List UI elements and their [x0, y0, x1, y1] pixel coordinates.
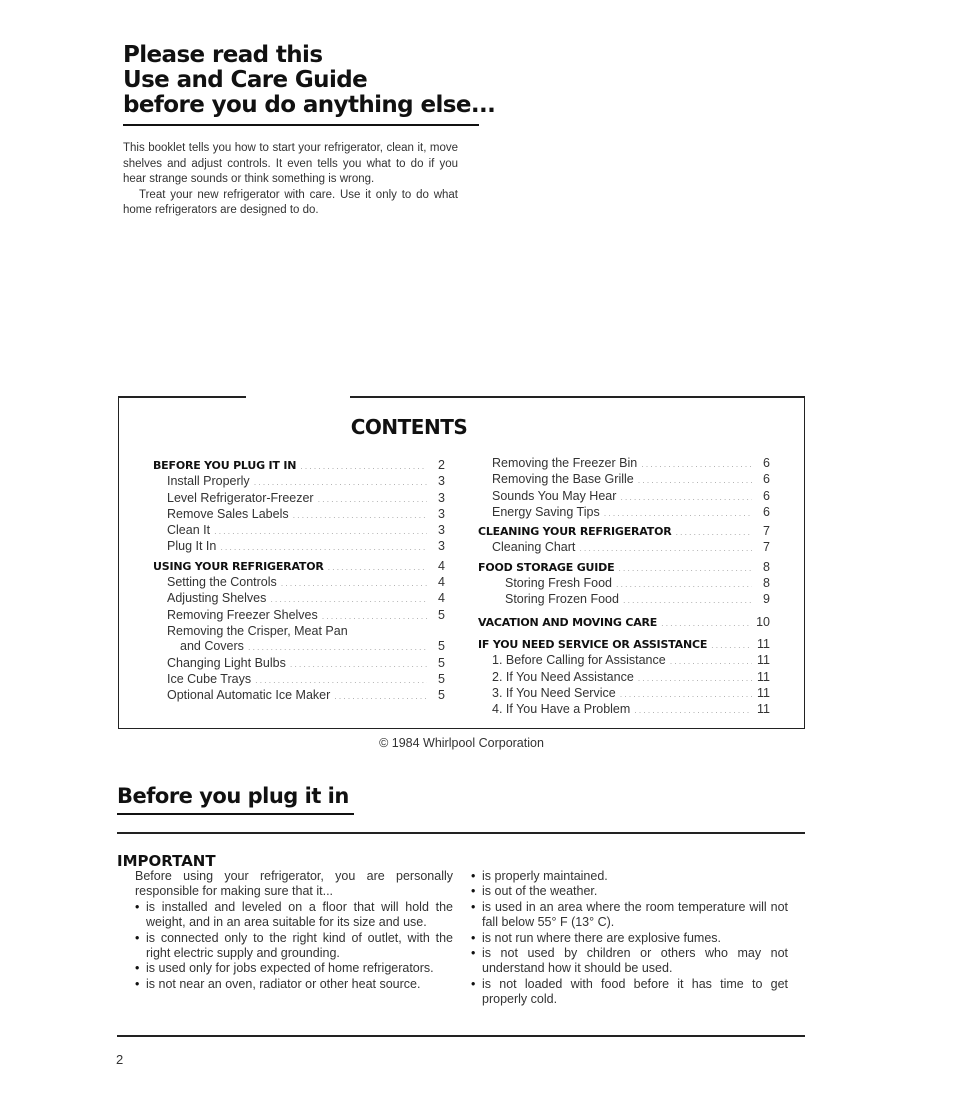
toc-entry[interactable]: Install Properly ..... 3 [153, 474, 445, 490]
contents-box-top-border [350, 396, 805, 398]
toc-entry[interactable]: Removing the Crisper, Meat Pan [167, 623, 348, 638]
toc-entry[interactable]: and Covers ..... 5 [153, 639, 445, 655]
toc-entry[interactable]: Ice Cube Trays ..... 5 [153, 672, 445, 688]
intro-paragraph: Treat your new refrigerator with care. Use it only to do what home refrigerators are designed to do. [123, 188, 458, 216]
toc-entry[interactable]: Sounds You May Hear ..... 6 [478, 489, 770, 505]
toc-left-column [153, 458, 445, 704]
list-item: • is not used by children or others who may not understand how it should be used. [471, 946, 788, 977]
toc-entry[interactable]: 2. If You Need Assistance ..... 11 [478, 670, 770, 686]
toc-entry[interactable]: IF YOU NEED SERVICE OR ASSISTANCE ..... 11 [478, 637, 770, 653]
toc-entry[interactable]: 1. Before Calling for Assistance ..... 11 [478, 653, 770, 669]
toc-entry[interactable]: 3. If You Need Service ..... 11 [478, 686, 770, 702]
page-number: 2 [116, 1052, 124, 1067]
important-right-column [471, 869, 788, 1008]
toc-entry[interactable]: Storing Fresh Food ..... 8 [478, 576, 770, 592]
copyright-notice: © 1984 Whirlpool Corporation [379, 736, 544, 750]
bottom-divider [117, 1035, 805, 1037]
toc-entry[interactable]: Adjusting Shelves ..... 4 [153, 591, 445, 607]
title-line: before you do anything else... [123, 92, 496, 118]
toc-entry[interactable]: Optional Automatic Ice Maker ..... 5 [153, 688, 445, 704]
toc-entry[interactable]: Removing the Freezer Bin ..... 6 [478, 456, 770, 472]
toc-entry[interactable]: BEFORE YOU PLUG IT IN ..... 2 [153, 458, 445, 474]
toc-entry[interactable]: Remove Sales Labels ..... 3 [153, 507, 445, 523]
list-item: • is not loaded with food before it has time to get properly cold. [471, 977, 788, 1008]
list-item: • is used in an area where the room temperature will not fall below 55° F (13° C). [471, 900, 788, 931]
title-line: Use and Care Guide [123, 67, 368, 93]
list-item: • is properly maintained. [471, 869, 788, 884]
toc-entry[interactable]: Energy Saving Tips ..... 6 [478, 505, 770, 521]
toc-entry[interactable]: Removing the Base Grille ..... 6 [478, 472, 770, 488]
list-item: • is not near an oven, radiator or other heat source. [135, 977, 453, 992]
section-title: Before you plug it in [117, 784, 349, 808]
important-intro: Before using your refrigerator, you are personally responsible for making sure that it... [135, 869, 453, 899]
toc-entry[interactable]: Setting the Controls ..... 4 [153, 575, 445, 591]
toc-entry[interactable]: FOOD STORAGE GUIDE ..... 8 [478, 560, 770, 576]
contents-box-top-border [118, 396, 246, 398]
toc-entry[interactable]: 4. If You Have a Problem ..... 11 [478, 702, 770, 718]
important-heading: IMPORTANT [117, 852, 216, 870]
contents-heading: CONTENTS [350, 415, 468, 439]
toc-entry[interactable]: VACATION AND MOVING CARE ..... 10 [478, 615, 770, 631]
responsibility-list [471, 869, 788, 1008]
intro-text [123, 141, 458, 219]
toc-entry[interactable]: Changing Light Bulbs ..... 5 [153, 656, 445, 672]
section-divider [117, 832, 805, 834]
list-item: • is connected only to the right kind of outlet, with the right electric supply and grounding. [135, 931, 453, 962]
title-line: Please read this [123, 42, 323, 68]
toc-entry[interactable]: Removing Freezer Shelves ..... 5 [153, 608, 445, 624]
important-left-column [135, 869, 453, 992]
toc-entry[interactable]: CLEANING YOUR REFRIGERATOR ..... 7 [478, 524, 770, 540]
toc-entry[interactable]: Cleaning Chart ..... 7 [478, 540, 770, 556]
title-underline [123, 124, 479, 126]
toc-entry[interactable]: Storing Frozen Food ..... 9 [478, 592, 770, 608]
toc-right-column [478, 456, 770, 718]
list-item: • is installed and leveled on a floor that will hold the weight, and in an area suitable for its size and use. [135, 900, 453, 931]
list-item: • is used only for jobs expected of home refrigerators. [135, 961, 453, 976]
list-item: • is out of the weather. [471, 884, 788, 899]
responsibility-list [135, 900, 453, 992]
section-title-underline [117, 813, 354, 815]
toc-entry[interactable]: Plug It In ..... 3 [153, 539, 445, 555]
toc-entry[interactable]: Level Refrigerator-Freezer ..... 3 [153, 491, 445, 507]
page-title [123, 43, 503, 118]
list-item: • is not run where there are explosive fumes. [471, 931, 788, 946]
toc-entry[interactable]: Clean It ..... 3 [153, 523, 445, 539]
intro-paragraph: This booklet tells you how to start your refrigerator, clean it, move shelves and adjust controls. It even tells you what to do if you hear strange sounds or think something is wrong. [123, 142, 458, 185]
toc-entry[interactable]: USING YOUR REFRIGERATOR ..... 4 [153, 559, 445, 575]
